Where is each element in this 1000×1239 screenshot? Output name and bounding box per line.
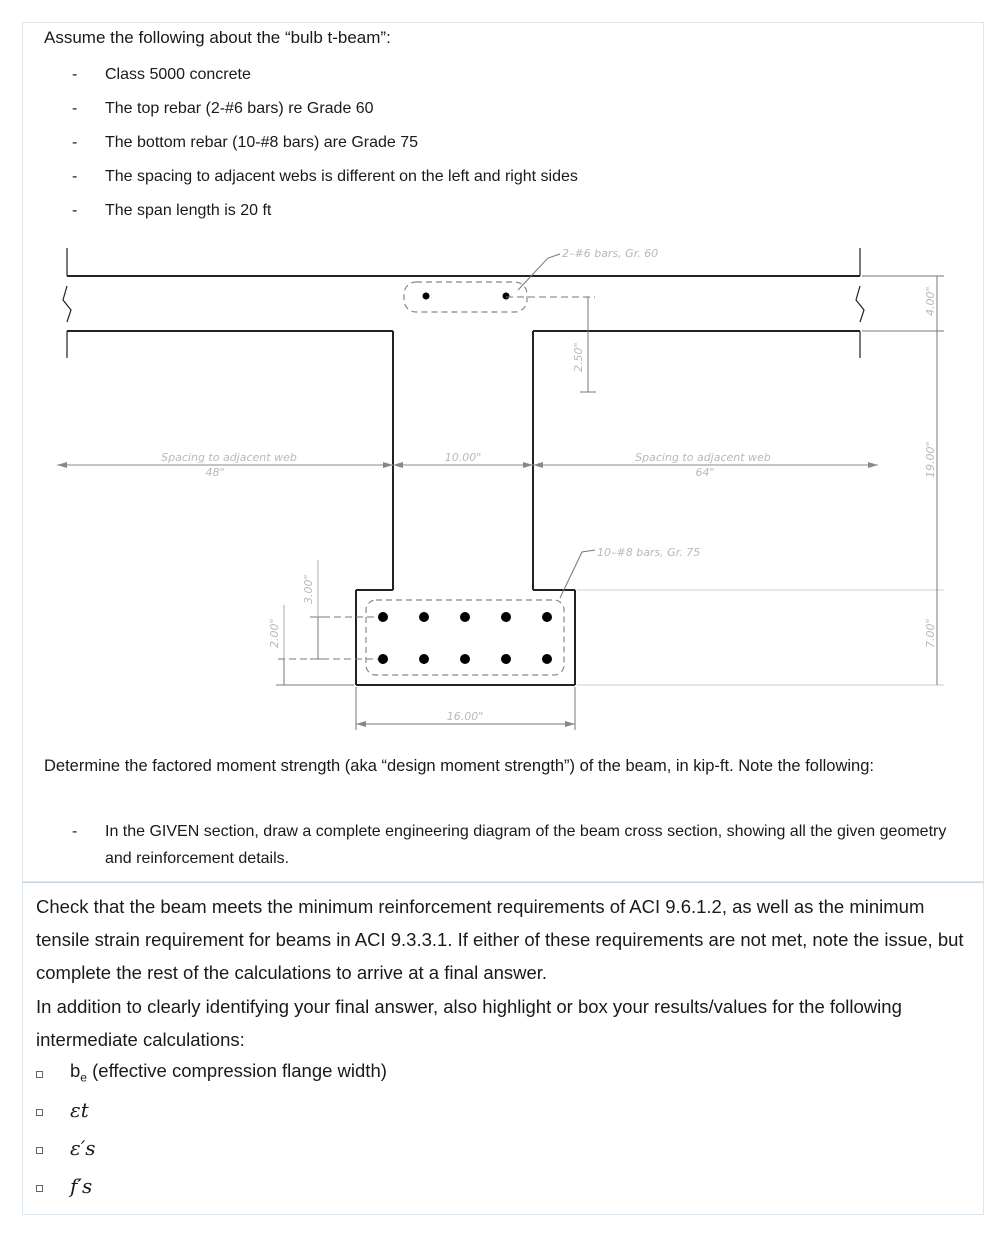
leader-lines [518, 254, 595, 598]
bottom-bars-label: 10–#8 bars, Gr. 75 [597, 546, 701, 559]
bottom-bar [542, 612, 552, 622]
bullet-square-icon [36, 1147, 43, 1154]
dim-flange-thickness: 4.00" [924, 286, 937, 316]
bottom-bar [378, 612, 388, 622]
epsilon-s-prime: ε′s [70, 1136, 96, 1160]
bottom-bar [542, 654, 552, 664]
bottom-bars [378, 612, 552, 664]
beam-cross-section-diagram [40, 235, 960, 735]
assumptions-intro: Assume the following about the “bulb t-beam”: [44, 28, 391, 47]
bottom-bar [460, 654, 470, 664]
dim-row2: 2.00" [268, 618, 281, 648]
bullet-square-icon [36, 1071, 43, 1078]
right-spacing-label: Spacing to adjacent web [635, 451, 771, 464]
beam-outline [67, 276, 860, 685]
top-bar [423, 293, 430, 300]
bottom-bar [501, 654, 511, 664]
bullet-square-icon [36, 1185, 43, 1192]
bottom-bar [501, 612, 511, 622]
top-bar [503, 293, 510, 300]
bottom-bar [460, 612, 470, 622]
dim-top-cover: 2.50" [572, 342, 585, 372]
left-spacing-label: Spacing to adjacent web [161, 451, 297, 464]
bottom-bar [419, 612, 429, 622]
right-spacing-value: 64" [695, 466, 715, 479]
epsilon-t: εt [70, 1098, 89, 1122]
bar-row-dimensions [276, 560, 378, 685]
bulb-width-dimension [356, 687, 575, 730]
requirements-check: Check that the beam meets the minimum reinforcement requirements of ACI 9.6.1.2, as well as the minimum tensile strain requirement for beams in ACI 9.3.3.1. If either of these requirements are not met, note the issue, but complete the rest of the calculations to arrive at a final answer. [36, 896, 964, 983]
dim-bulb-width: 16.00" [446, 710, 484, 723]
dim-row1: 3.00" [302, 574, 315, 604]
dim-web-height: 19.00" [924, 441, 937, 478]
fs-prime: f′s [70, 1174, 93, 1198]
task-statement: Determine the factored moment strength (aka “design moment strength”) of the beam, in kip-ft. Note the following: [44, 757, 874, 775]
dim-bulb-height: 7.00" [924, 618, 937, 648]
requirements-addition: In addition to clearly identifying your final answer, also highlight or box your results/values for the following intermediate calculations: [36, 996, 902, 1050]
bottom-bar [378, 654, 388, 664]
bottom-bar [419, 654, 429, 664]
left-spacing-value: 48" [205, 466, 225, 479]
flange-break-lines [63, 248, 864, 358]
right-dimensions [577, 276, 944, 685]
top-bars-label: 2–#6 bars, Gr. 60 [562, 247, 659, 260]
dim-web-width: 10.00" [444, 451, 482, 464]
bullet-square-icon [36, 1109, 43, 1116]
